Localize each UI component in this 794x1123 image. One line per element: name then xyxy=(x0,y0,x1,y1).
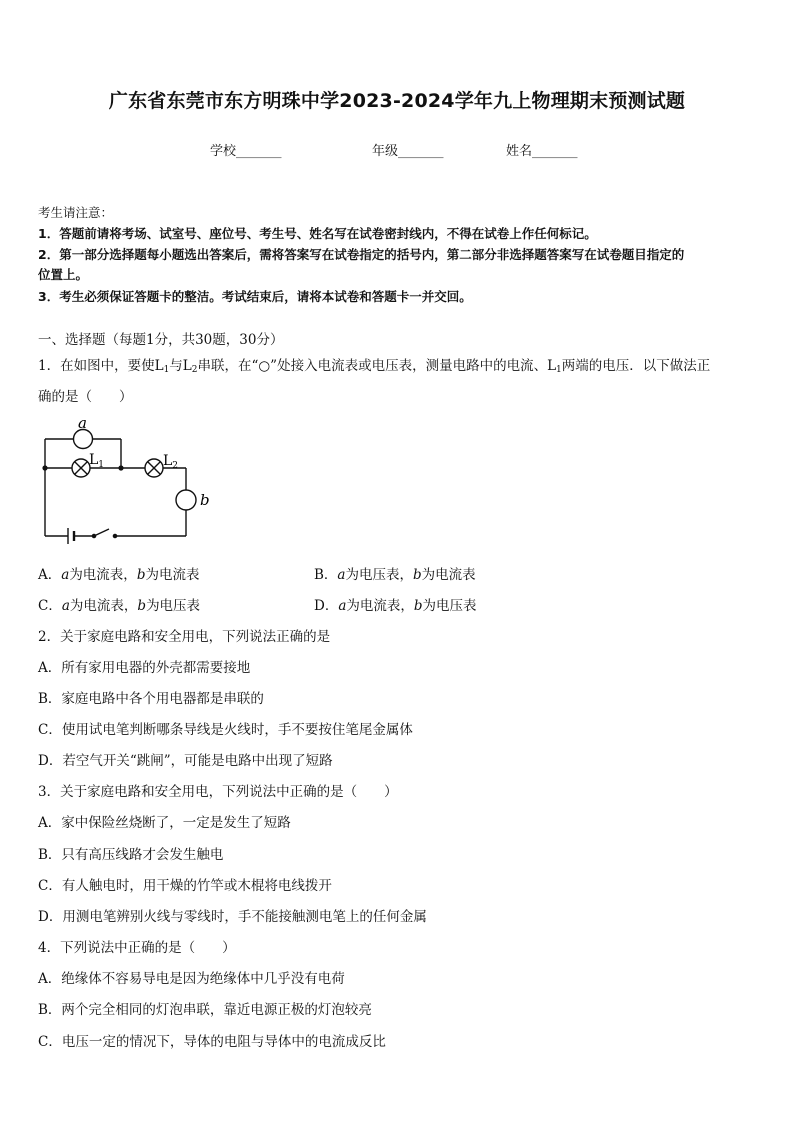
q3-stem: 3．关于家庭电路和安全用电，下列说法中正确的是（ ） xyxy=(38,784,398,800)
q4-stem: 4．下列说法中正确的是（ ） xyxy=(38,940,236,956)
section-title: 一、选择题（每题1分，共30题，30分） xyxy=(38,332,284,348)
meter-a-icon xyxy=(74,430,93,449)
q1-option-a[interactable]: A．a为电流表，b为电流表 xyxy=(38,567,200,583)
school-field: 学校_______ xyxy=(210,144,282,159)
q1-stem xyxy=(38,354,710,375)
q2-stem: 2．关于家庭电路和安全用电，下列说法正确的是 xyxy=(38,629,331,645)
notice-heading: 考生请注意： xyxy=(38,205,114,220)
q2-option-b[interactable]: B．家庭电路中各个用电器都是串联的 xyxy=(38,691,264,707)
label-l2: $L_2$ xyxy=(163,453,179,471)
q1-option-b[interactable]: B．a为电压表，b为电流表 xyxy=(314,567,476,583)
q1-sub-1: 1 xyxy=(163,365,170,375)
name-field: 姓名_______ xyxy=(506,144,578,159)
q3-option-a[interactable]: A．家中保险丝烧断了，一定是发生了短路 xyxy=(38,815,291,831)
switch-lever xyxy=(94,529,109,536)
circuit-diagram xyxy=(36,412,226,552)
q1-text-4: 两端的电压．以下做法正 xyxy=(561,358,711,374)
notice-item-2-cont: 位置上。 xyxy=(38,267,89,282)
notice-item-2: 2．第一部分选择题每小题选出答案后，需将答案写在试卷指定的括号内，第二部分非选择题答案写在试卷题目指定的 xyxy=(38,247,685,262)
grade-field: 年级_______ xyxy=(372,144,444,159)
q1-text-3: 串联，在“○”处接入电流表或电压表，测量电路中的电流、L xyxy=(197,358,557,374)
q1-text-2: 与L xyxy=(169,358,192,374)
q2-option-d[interactable]: D．若空气开关“跳闸”，可能是电路中出现了短路 xyxy=(38,753,333,769)
junction-dot xyxy=(42,465,47,470)
meter-b-icon xyxy=(176,490,196,510)
q4-option-b[interactable]: B．两个完全相同的灯泡串联，靠近电源正极的灯泡较亮 xyxy=(38,1002,372,1018)
q2-option-a[interactable]: A．所有家用电器的外壳都需要接地 xyxy=(38,660,251,676)
label-l1: $L_1$ xyxy=(89,452,105,470)
q1-option-d[interactable]: D．a为电流表，b为电压表 xyxy=(314,598,477,614)
q2-option-c[interactable]: C．使用试电笔判断哪条导线是火线时，手不要按住笔尾金属体 xyxy=(38,722,413,738)
switch-contact xyxy=(113,534,116,537)
q1-sub-2: 2 xyxy=(191,365,198,375)
q4-option-a[interactable]: A．绝缘体不容易导电是因为绝缘体中几乎没有电荷 xyxy=(38,971,345,987)
q3-option-c[interactable]: C．有人触电时，用干燥的竹竿或木棍将电线拨开 xyxy=(38,878,332,894)
q1-sub-3: 1 xyxy=(556,365,562,375)
notice-item-1: 1．答题前请将考场、试室号、座位号、考生号、姓名写在试卷密封线内，不得在试卷上作任何标记。 xyxy=(38,226,597,241)
notice-item-3: 3．考生必须保证答题卡的整洁。考试结束后，请将本试卷和答题卡一并交回。 xyxy=(38,289,472,304)
page-title: 广东省东莞市东方明珠中学2023-2024学年九上物理期末预测试题 xyxy=(108,90,686,112)
junction-dot xyxy=(118,465,123,470)
q1-stem-line2: 确的是（ ） xyxy=(38,389,133,405)
q1-option-c[interactable]: C．a为电流表，b为电压表 xyxy=(38,598,201,614)
q4-option-c[interactable]: C．电压一定的情况下，导体的电阻与导体中的电流成反比 xyxy=(38,1034,386,1050)
label-a: a xyxy=(78,414,87,432)
q3-option-b[interactable]: B．只有高压线路才会发生触电 xyxy=(38,847,224,863)
label-b: b xyxy=(200,491,210,509)
q1-text-1: 1．在如图中，要使L xyxy=(38,358,164,374)
q3-option-d[interactable]: D．用测电笔辨别火线与零线时，手不能接触测电笔上的任何金属 xyxy=(38,909,427,925)
